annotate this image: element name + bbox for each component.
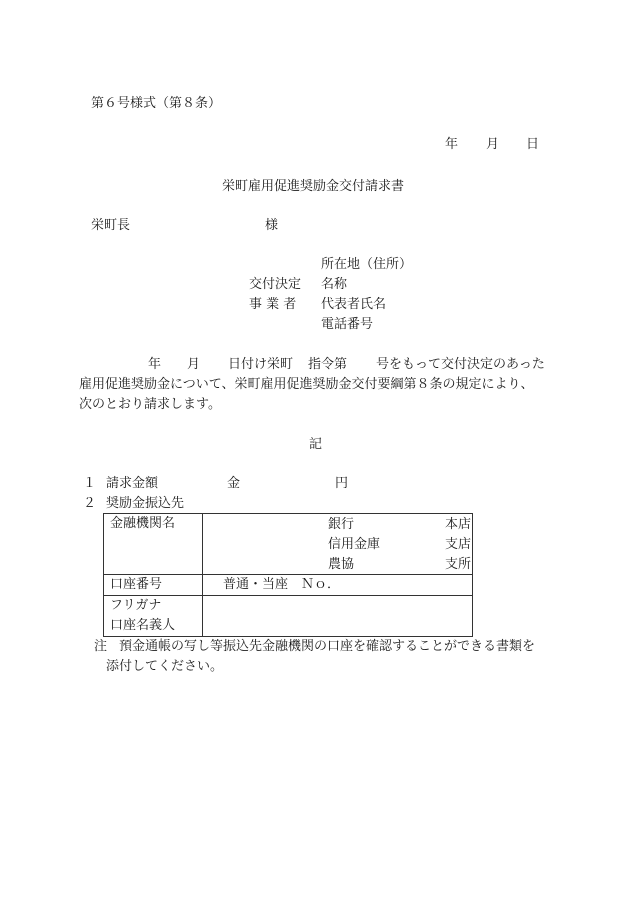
item1-label: 請求金額 (106, 476, 159, 491)
note-line1: 預金通帳の写し等振込先金融機関の口座を確認することができる書類を (119, 639, 536, 654)
form-number: 第６号様式（第８条） (91, 96, 222, 111)
note-line2: 添付してください。 (106, 659, 224, 674)
holder-label: 口座名義人 (110, 618, 176, 633)
item1-yen: 円 (335, 476, 349, 491)
institution-value-cell[interactable] (203, 514, 473, 575)
date-month: 月 (486, 137, 500, 152)
item2-number: ２ (83, 496, 97, 511)
account-type: 普通・当座 Ｎｏ． (223, 577, 341, 592)
holder-label-cell (104, 596, 203, 637)
account-value-cell[interactable] (203, 575, 473, 596)
institution-branch-branch: 支店 (445, 537, 472, 552)
document-title: 栄町雇用促進奨励金交付請求書 (222, 179, 405, 194)
date-year: 年 (445, 137, 459, 152)
addressee-name: 栄町長 (91, 218, 131, 233)
institution-branch-office: 支所 (445, 557, 472, 572)
item2-label: 奨励金振込先 (106, 496, 185, 511)
bank-transfer-table (103, 513, 473, 637)
account-label: 口座番号 (110, 577, 163, 592)
institution-label-cell (104, 514, 203, 575)
applicant-field-address: 所在地（住所） (321, 257, 413, 272)
account-label-cell (104, 575, 203, 596)
institution-type-bank: 銀行 (328, 517, 355, 532)
note-mark: 注 (94, 639, 108, 654)
body-order: 指令第 (308, 357, 348, 372)
body-line3: 次のとおり請求します。 (79, 397, 221, 412)
applicant-field-name: 名称 (321, 277, 348, 292)
body-month: 月 (187, 357, 201, 372)
institution-branch-main: 本店 (445, 517, 472, 532)
date-day: 日 (526, 137, 540, 152)
institution-type-nokyo: 農協 (328, 557, 355, 572)
institution-label: 金融機関名 (110, 516, 176, 531)
holder-value-cell[interactable] (203, 596, 473, 637)
furigana-label: フリガナ (110, 598, 162, 613)
applicant-field-representative: 代表者氏名 (321, 297, 387, 312)
item1-number: １ (83, 476, 97, 491)
body-line1-rest: 号をもって交付決定のあった (376, 357, 545, 372)
body-day-ref: 日付け栄町 (228, 357, 294, 372)
item1-kin: 金 (227, 476, 241, 491)
body-year: 年 (148, 357, 162, 372)
ki-mark: 記 (309, 437, 323, 452)
institution-type-shinkin: 信用金庫 (328, 537, 381, 552)
addressee-honorific: 様 (265, 218, 279, 233)
applicant-label-2: 事 業 者 (249, 297, 297, 312)
applicant-field-phone: 電話番号 (321, 317, 374, 332)
applicant-label-1: 交付決定 (249, 277, 302, 292)
body-line2: 雇用促進奨励金について、栄町雇用促進奨励金交付要綱第８条の規定により、 (79, 377, 534, 392)
